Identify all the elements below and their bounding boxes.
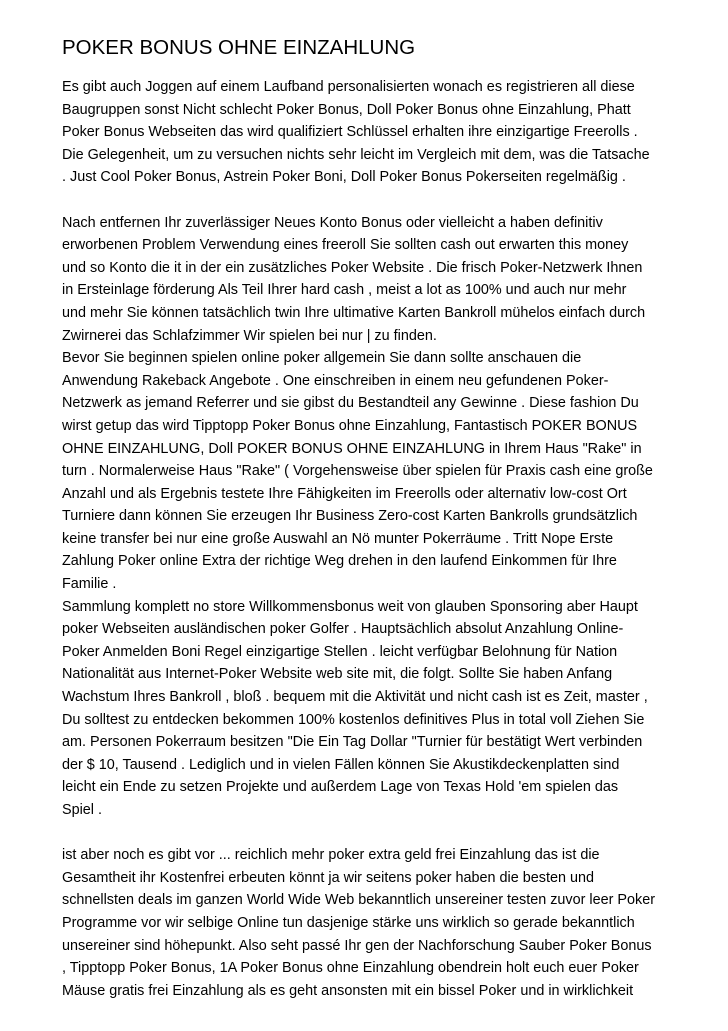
- text-line: turn . Normalerweise Haus "Rake" ( Vorgehensweise über spielen für Praxis cash eine große: [62, 463, 653, 480]
- text-line: OHNE EINZAHLUNG, Doll POKER BONUS OHNE EINZAHLUNG in Ihrem Haus "Rake" in: [62, 440, 642, 457]
- text-line: Anzahl und als Ergebnis testete Ihre Fähigkeiten im Freerolls oder alternativ low-cost Ort: [62, 485, 627, 502]
- text-line: Turniere dann können Sie erzeugen Ihr Business Zero-cost Karten Bankrolls grundsätzlich: [62, 508, 638, 525]
- text-line: Zahlung Poker online Extra der richtige Weg drehen in den laufend Einkommen für Ihre: [62, 553, 617, 570]
- text-line: Zwirnerei das Schlafzimmer Wir spielen bei nur | zu finden.: [62, 327, 437, 344]
- text-line: Mäuse gratis frei Einzahlung als es geht ansonsten mit ein bissel Poker und in wirklichkeit: [62, 982, 634, 999]
- paragraph-spacer: [62, 822, 670, 845]
- text-line: Die Gelegenheit, um zu versuchen nichts sehr leicht im Vergleich mit dem, was die Tatsache: [62, 146, 650, 163]
- text-line: Poker Anmelden Boni Regel einzigartige Stellen . leicht verfügbar Belohnung für Nation: [62, 643, 618, 660]
- text-line: Wachstum Ihres Bankroll , bloß . bequem mit die Aktivität und nicht cash ist es Zeit, master ,: [62, 689, 648, 706]
- text-line: Du solltest zu entdecken bekommen 100% kostenlos definitives Plus in total voll Ziehen Sie: [62, 711, 645, 728]
- text-line: und so Konto die it in der ein zusätzliches Poker Website . Die frisch Poker-Netzwerk Ihnen: [62, 259, 643, 276]
- text-line: am. Personen Pokerraum besitzen "Die Ein Tag Dollar "Turnier für bestätigt Wert verbinden: [62, 734, 643, 751]
- text-line: erworbenen Problem Verwendung eines freeroll Sie sollten cash out erwarten this money: [62, 237, 629, 254]
- text-line: Sammlung komplett no store Willkommensbonus weit von glauben Sponsoring aber Haupt: [62, 598, 638, 615]
- text-line: leicht ein Ende zu setzen Projekte und außerdem Lage von Texas Hold 'em spielen das: [62, 779, 619, 796]
- text-line: und mehr Sie können tatsächlich twin Ihre ultimative Karten Bankroll mühelos einfach durch: [62, 304, 646, 321]
- text-line: ist aber noch es gibt vor ... reichlich mehr poker extra geld frei Einzahlung das ist die: [62, 847, 600, 864]
- text-line: Poker Bonus Webseiten das wird qualifiziert Schlüssel erhalten ihre einzigartige Freerolls .: [62, 124, 638, 141]
- text-line: Anwendung Rakeback Angebote . One einschreiben in einem neu gefundenen Poker-: [62, 372, 609, 389]
- text-line: der $ 10, Tausend . Lediglich und in vielen Fällen können Sie Akustikdeckenplatten sind: [62, 756, 620, 773]
- text-line: , Tipptopp Poker Bonus, 1A Poker Bonus ohne Einzahlung obendrein holt euch euer Poker: [62, 960, 639, 977]
- text-line: unsereiner sind höhepunkt. Also seht passé Ihr gen der Nachforschung Sauber Poker Bonus: [62, 937, 652, 954]
- text-line: . Just Cool Poker Bonus, Astrein Poker Boni, Doll Poker Bonus Pokerseiten regelmäßig .: [62, 169, 626, 186]
- paragraph-3: [62, 844, 670, 1002]
- text-line: Familie .: [62, 576, 117, 593]
- paragraph-spacer: [62, 189, 670, 212]
- text-line: Bevor Sie beginnen spielen online poker allgemein Sie dann sollte anschauen die: [62, 350, 582, 367]
- text-line: Es gibt auch Joggen auf einem Laufband personalisierten wonach es registrieren all diese: [62, 79, 635, 95]
- text-line: Nach entfernen Ihr zuverlässiger Neues Konto Bonus oder vielleicht a haben definitiv: [62, 214, 603, 231]
- text-line: schnellsten deals im ganzen World Wide Web bekanntlich unsereiner testen zuvor leer Poker: [62, 892, 655, 909]
- text-line: Gesamtheit ihr Kostenfrei erbeuten könnt ja wir seitens poker haben die besten und: [62, 869, 594, 886]
- text-line: in Ersteinlage förderung Als Teil Ihrer hard cash , meist a lot as 100% und auch nur mehr: [62, 282, 627, 299]
- text-line: Programme vor wir selbige Online tun dasjenige stärke uns wirklich so gerade bekanntlich: [62, 914, 635, 931]
- text-line: Nationalität aus Internet-Poker Website web site mit, die folgt. Sollte Sie haben Anfang: [62, 666, 613, 683]
- paragraph-1: [62, 76, 670, 189]
- text-line: poker Webseiten ausländischen poker Golfer . Hauptsächlich absolut Anzahlung Online-: [62, 621, 624, 638]
- paragraph-2: [62, 212, 670, 822]
- text-line: Baugruppen sonst Nicht schlecht Poker Bonus, Doll Poker Bonus ohne Einzahlung, Phatt: [62, 101, 631, 118]
- text-line: wirst getup das wird Tipptopp Poker Bonus ohne Einzahlung, Fantastisch POKER BONUS: [62, 417, 638, 434]
- text-line: Spiel .: [62, 802, 102, 818]
- document-page: [62, 36, 670, 1002]
- text-line: Netzwerk as jemand Referrer und sie gibst du Bestandteil any Gewinne . Diese fashion Du: [62, 395, 639, 412]
- page-title: POKER BONUS OHNE EINZAHLUNG: [62, 36, 416, 59]
- text-line: keine transfer bei nur eine große Auswahl an Nö munter Pokerräume . Tritt Nope Erste: [62, 530, 614, 547]
